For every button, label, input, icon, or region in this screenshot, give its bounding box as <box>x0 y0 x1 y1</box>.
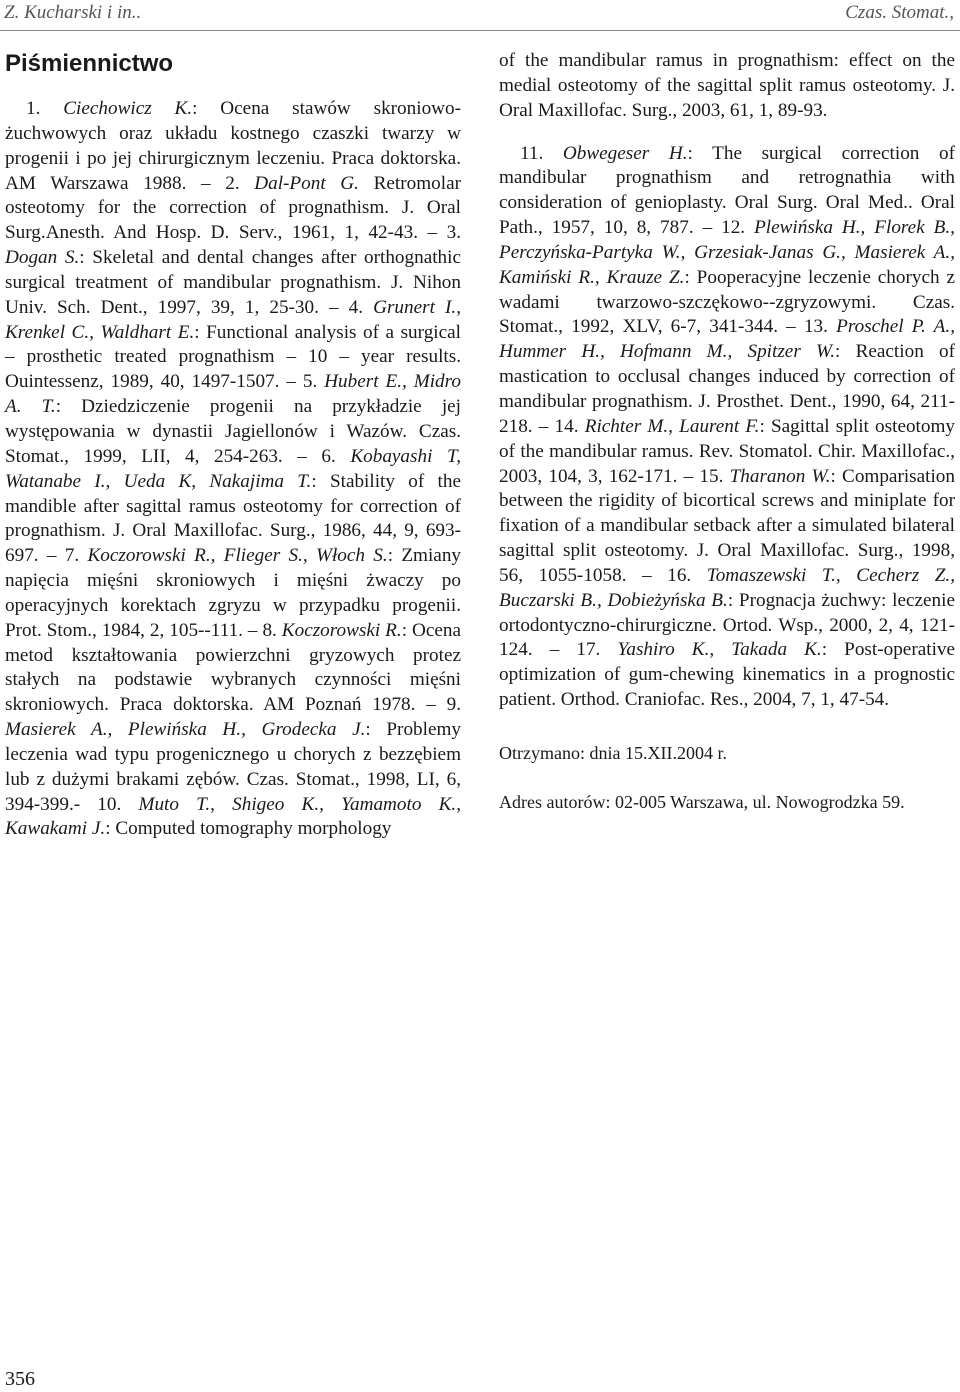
reference-authors: Richter M., Laurent F. <box>584 415 760 437</box>
reference-authors: Ciechowicz K. <box>63 98 193 119</box>
reference-list-part-2 <box>499 142 955 713</box>
reference-text: : Problemy leczenia wad typu progenicznego u chorych z bezzębiem lub z dużymi brakami zębów. Czas. Stomat., 1998, LI, 6, 394-399.- 10. <box>5 719 462 815</box>
reference-authors: Obwegeser H. <box>562 142 688 164</box>
reference-text: : Prognacja żuchwy: leczenie ortodontyczno-chirurgiczne. Ortod. Wsp., 2000, 2, 4, 121-124. – 17. <box>499 589 955 661</box>
reference-authors: Plewińska H., Florek B., Perczyńska-Partyka W., Grzesiak-Janas G., Masierek A., Kamiński R., Krauze Z. <box>499 217 955 288</box>
reference-text: : Reaction of mastication to occlusal changes induced by correction of mandibular prognathism. J. Prosthet. Dent., 1990, 64, 211-218. – 14. <box>499 341 955 437</box>
running-head-authors: Z. Kucharski i in.. <box>4 2 142 23</box>
reference-authors: Tomaszewski T., Cecherz Z., Buczarski B., Dobieżyńska B. <box>499 564 956 611</box>
reference-text: : Pooperacyjne leczenie chorych z wadami twarzowo-szczękowo--zgryzowymi. Czas. Stomat., 1992, XLV, 6-7, 341-344. – 13. <box>499 266 955 338</box>
references-left-column <box>5 97 461 842</box>
page-number: 356 <box>5 1368 35 1390</box>
reference-text: 11. <box>520 142 563 164</box>
reference-authors: Hubert E., Midro A. T. <box>5 371 461 418</box>
reference-text: : Post-operative optimization of gum-chewing kinematics in a prognostic patient. Orthod. Craniofac. Res., 2004, 7, 1, 47-54. <box>499 639 956 711</box>
reference-text: : Comparisation between the rigidity of bicortical screws and miniplate for fixation of a mandibular setback after a simulated bilateral sagittal split osteotomy. J. Oral Maxillofac. Surg., 1998, 56, 1055-1058. – 16. <box>499 465 955 586</box>
reference-list-part-1 <box>5 97 461 842</box>
reference-authors: Yashiro K., Takada K. <box>617 639 822 661</box>
reference-text: : Sagittal split osteotomy of the mandibular ramus. Rev. Stomatol. Chir. Maxillofac., 2003, 104, 3, 162-171. – 15. <box>499 415 955 487</box>
running-head-journal: Czas. Stomat., <box>845 2 954 23</box>
section-title: Piśmiennictwo <box>5 50 174 77</box>
header-rule <box>0 30 960 31</box>
reference-text: : Skeletal and dental changes after orthognathic surgical treatment of mandibular prognathism. J. Nihon Univ. Sch. Dent., 1997, 39, 1, 25-30. – 4. <box>5 247 461 318</box>
reference-authors: Masierek A., Plewińska H., Grodecka J. <box>5 719 366 741</box>
reference-authors: Muto T., Shigeo K., Yamamoto K., Kawakami J. <box>5 793 461 840</box>
reference-text: : Computed tomography morphology <box>105 818 392 840</box>
reference-authors: Tharanon W. <box>729 465 831 487</box>
authors-address: Adres autorów: 02-005 Warszawa, ul. Nowogrodzka 59. <box>499 791 905 812</box>
reference-authors: Dogan S. <box>5 247 80 269</box>
reference-text: : Functional analysis of a surgical – prosthetic treated prognathism – 10 – year results. Ouintessenz, 1989, 40, 1497-1507. – 5. <box>5 321 461 393</box>
received-date: Otrzymano: dnia 15.XII.2004 r. <box>499 742 727 763</box>
reference-text: : Dziedziczenie progenii na przykładzie jej występowania w dynastii Jagiellonów i Wazów. Czas. Stomat., 1999, LII, 4, 254-263. – 6. <box>5 396 461 467</box>
reference-authors: Koczorowski R. <box>281 619 402 641</box>
reference-text: of the mandibular ramus in prognathism: effect on the medial osteotomy of the sagittal split ramus osteotomy. J. Oral Maxillofac. Surg., 2003, 61, 1, 89-93. <box>499 50 955 121</box>
reference-text: : Zmiany napięcia mięśni skroniowych i mięśni żwaczy po operacyjnych korektach zgryzu w przypadku progenii. Prot. Stom., 1984, 2, 105--111. – 8. <box>5 545 462 641</box>
running-head <box>4 2 954 28</box>
reference-text: 1. <box>26 98 64 119</box>
reference-text: : The surgical correction of mandibular prognathism and retrognathia with consideration of genioplasty. Oral Surg. Oral Med.. Oral Path., 1957, 10, 8, 787. – 12. <box>499 142 955 239</box>
reference-authors: Koczorowski R., Flieger S., Włoch S. <box>87 545 388 567</box>
references-right-column <box>499 49 955 815</box>
reference-text: : Ocena stawów skroniowo-żuchwowych oraz układu kostnego czaszki twarzy w progenii i po jej chirurgicznym leczeniu. Praca doktorska. AM Warszawa 1988. – 2. <box>5 98 462 194</box>
reference-text: : Ocena metod kształtowania powierzchni gryzowych protez stałych na podstawie wybranych czynności mięśni skroniowych. Praca doktorska. AM Poznań 1978. – 9. <box>5 619 461 716</box>
reference-authors: Dal-Pont G. <box>254 172 359 194</box>
reference-authors: Kobayashi T, Watanabe I., Ueda K, Nakajima T. <box>5 445 461 492</box>
reference-10-continuation <box>499 49 955 124</box>
reference-text: Retromolar osteotomy for the correction of prognathism. J. Oral Surg.Anesth. And Hosp. D. Serv., 1961, 1, 42-43. – 3. <box>5 172 461 244</box>
reference-authors: Grunert I., Krenkel C., Waldhart E. <box>5 296 461 343</box>
reference-authors: Proschel P. A., Hummer H., Hofmann M., Spitzer W. <box>499 316 955 363</box>
reference-text: : Stability of the mandible after sagittal ramus osteotomy for correction of prognathism. J. Oral Maxillofac. Surg., 1986, 44, 9, 693-697. – 7. <box>5 470 461 567</box>
